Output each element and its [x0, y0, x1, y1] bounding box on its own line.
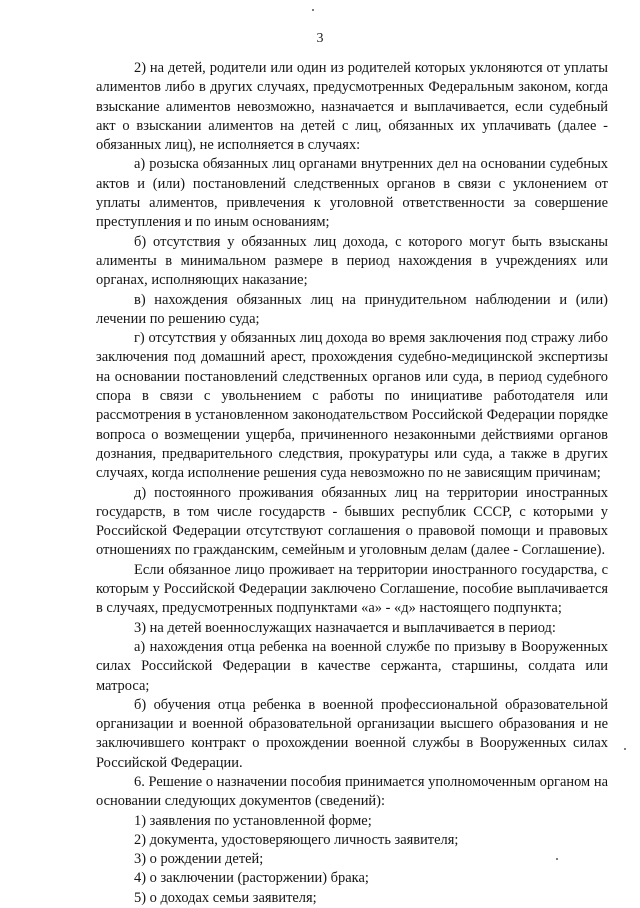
scan-speck: [624, 748, 626, 750]
document-body: [96, 59, 608, 908]
paragraph-subitem-a-search: а) розыска обязанных лиц органами внутренних дел на основании судебных актов и (или) постановлений следственных органов в связи с уклонением от уплаты алиментов, привлечения к уголовной ответственности за совершение преступления и по иным основаниям;: [96, 156, 608, 231]
documents-list-item: 3) о рождении детей;: [134, 851, 264, 868]
paragraph-subitem-g-detention: г) отсутствия у обязанных лиц дохода во время заключения под стражу либо заключения под домашний арест, прохождения судебно-медицинской экспертизы на основании постановлений следственных органов или суда, в период судебного спора в связи с увольнением с работы по инициативе работодателя или рассмотрения в установленном законодательством Российской Федерации порядке вопроса о возмещении ущерба, причиненного незаконными действиями органов дознания, предварительного следствия, прокуратуры или суда, а также в других случаях, когда исполнение решения суда невозможно по не зависящим причинам;: [96, 330, 608, 482]
paragraph-6-decision-documents: 6. Решение о назначении пособия принимается уполномоченным органом на основании следующих документов (сведений):: [96, 773, 608, 810]
page-number: 3: [316, 31, 324, 46]
documents-list-item: 4) о заключении (расторжении) брака;: [134, 870, 369, 887]
paragraph-subitem-d-foreign-residence: д) постоянного проживания обязанных лиц на территории иностранных государств, в том числе государств - бывших республик СССР, с которыми у Российской Федерации отсутствуют соглашения о правовой помощи и правовых отношениях по гражданским, семейным и уголовным делам (далее - Соглашение).: [96, 484, 608, 559]
scan-speck: [312, 9, 314, 11]
paragraph-3-military-children: 3) на детей военнослужащих назначается и выплачивается в период:: [134, 619, 556, 636]
scan-speck: [556, 858, 558, 860]
paragraph-military-subitem-a: а) нахождения отца ребенка на военной службе по призыву в Вооруженных силах Российской Федерации в качестве сержанта, старшины, солдата или матроса;: [96, 638, 608, 694]
documents-list-item: 5) о доходах семьи заявителя;: [134, 889, 317, 906]
paragraph-subitem-b-no-income: б) отсутствия у обязанных лиц дохода, с которого могут быть взысканы алименты в минимальном размере в период нахождения в учреждениях или органах, исполняющих наказание;: [96, 233, 608, 289]
paragraph-subitem-v-compulsory-treatment: в) нахождения обязанных лиц на принудительном наблюдении и (или) лечении по решению суда;: [96, 291, 608, 327]
documents-list-item: 1) заявления по установленной форме;: [134, 812, 372, 829]
paragraph-2-children-of-alimony-evaders: 2) на детей, родители или один из родителей которых уклоняются от уплаты алиментов либо в других случаях, предусмотренных Федеральным законом, когда взыскание алиментов невозможно, назначается и выплачивается, если судебный акт о взыскании алиментов на детей с лиц, обязанных их уплачивать (далее - обязанных лиц), не исполняется в случаях:: [96, 60, 608, 154]
paragraph-military-subitem-b: б) обучения отца ребенка в военной профессиональной образовательной организации и военной образовательной организации высшего образования и не заключившего контракт о прохождении военной службы в Вооруженных силах Российской Федерации.: [96, 696, 608, 771]
paragraph-agreement-countries: Если обязанное лицо проживает на территории иностранного государства, с которым у Российской Федерации заключено Соглашение, пособие выплачивается в случаях, предусмотренных подпунктами «а» - «д» настоящего подпункта;: [96, 561, 608, 617]
documents-list-item: 2) документа, удостоверяющего личность заявителя;: [134, 831, 459, 848]
